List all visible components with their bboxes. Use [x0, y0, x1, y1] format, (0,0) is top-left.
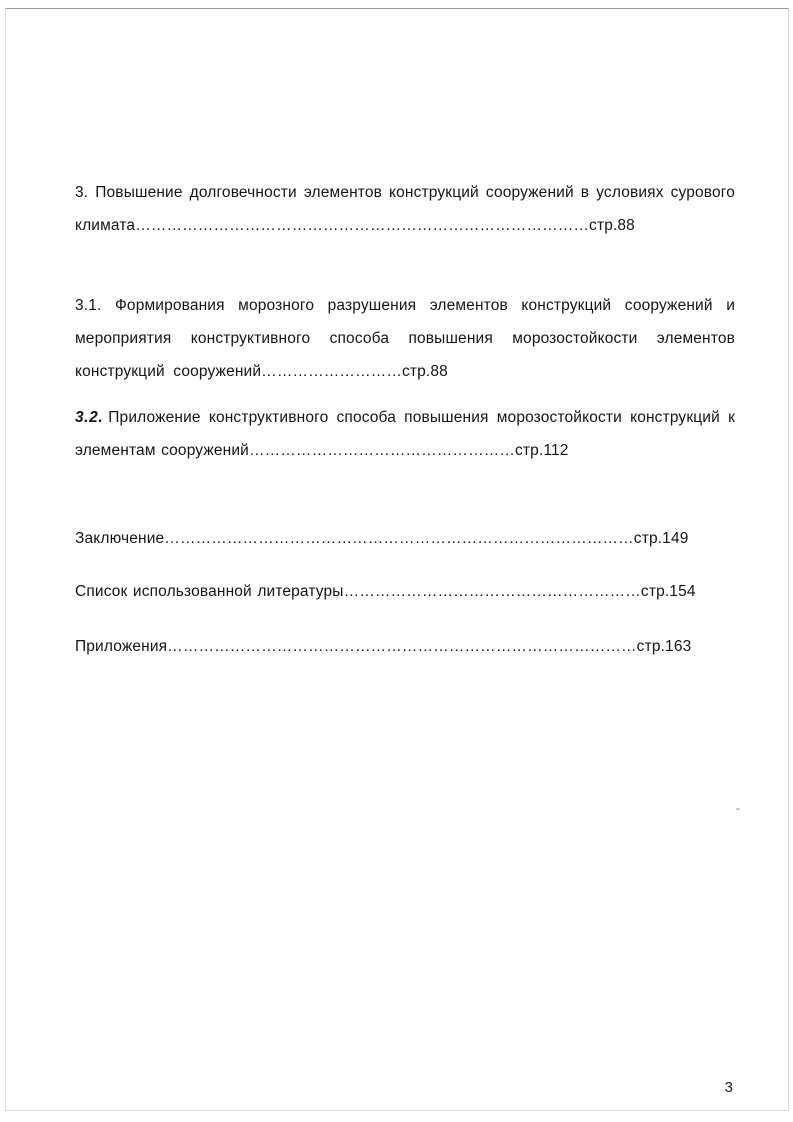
toc-entry-chapter-3: 3. Повышение долговечности элементов конструкций сооружений в условиях сурового климата……………………………………………………………………………стр.88: [75, 184, 735, 234]
toc-entry-section-3-2: [75, 401, 735, 467]
toc-entry-section-3-2-text: Приложение конструктивного способа повышения морозостойкости конструкций к элементам сооружений……………………………………………стр.112: [75, 409, 735, 459]
toc-entry-section-3-2-number: 3.2.: [75, 409, 104, 426]
scan-speck: [736, 808, 740, 810]
toc-entry-conclusion: Заключение………………………………………………………………………………стр.149: [75, 530, 689, 547]
toc-page-content: [75, 176, 735, 663]
toc-entry-appendices: Приложения………………………………………………………………………………стр.163: [75, 638, 692, 655]
page-number: 3: [724, 1079, 733, 1096]
toc-entry-references: Список использованной литературы…………………………………………………стр.154: [75, 583, 696, 600]
toc-entry-section-3-1: 3.1. Формирования морозного разрушения элементов конструкций сооружений и мероприятия конструктивного способа повышения морозостойкости элементов конструкций сооружений………………………стр.88: [75, 297, 735, 380]
